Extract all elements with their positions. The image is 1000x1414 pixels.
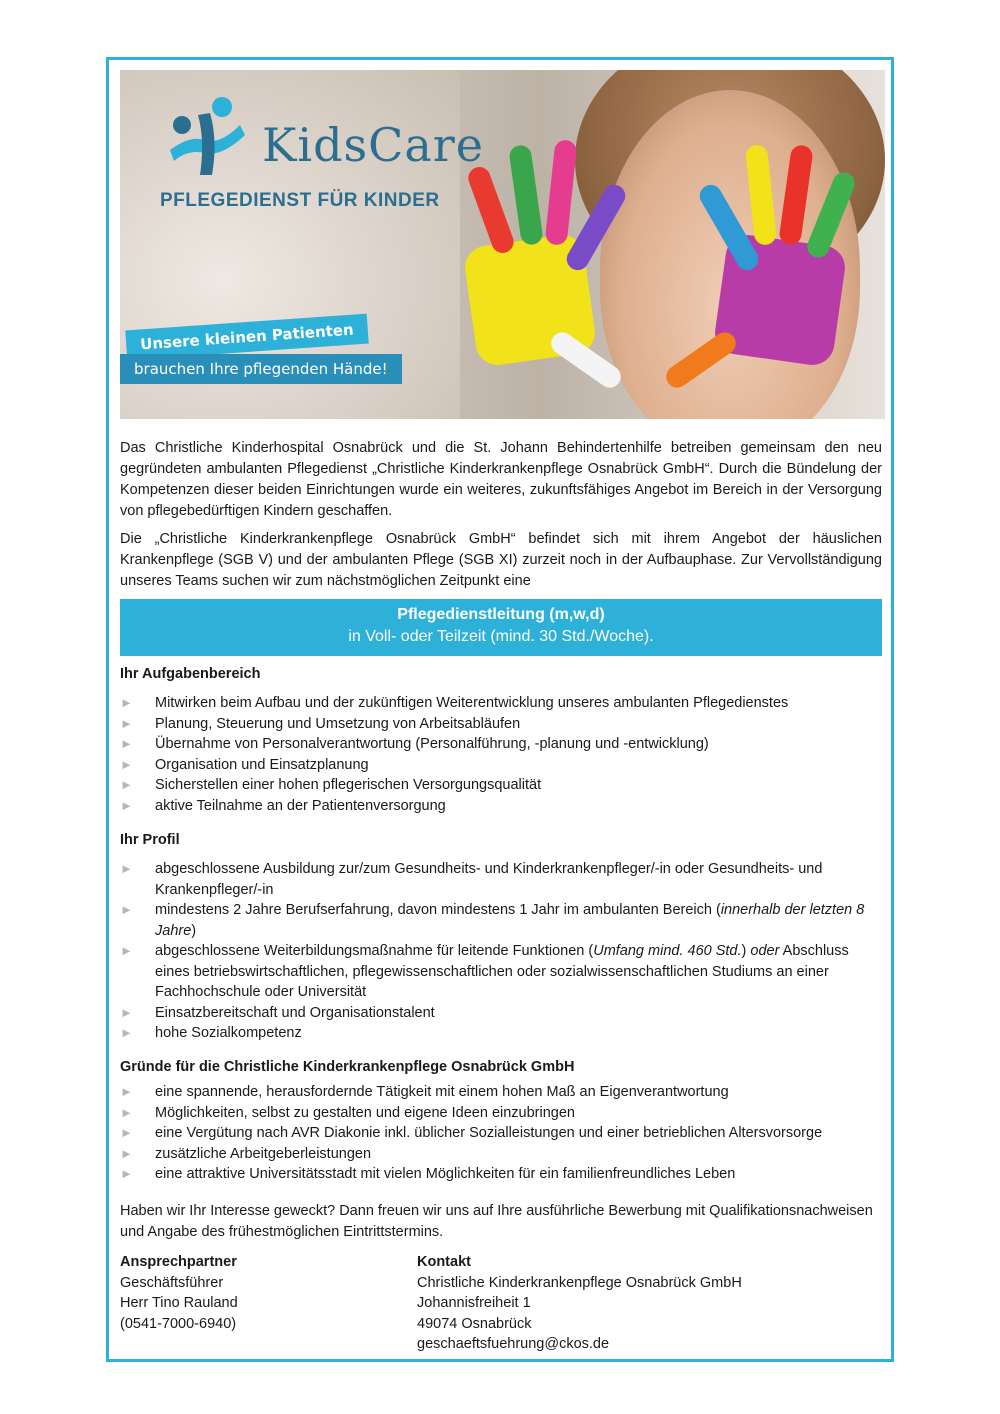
position-banner	[120, 599, 882, 656]
profile-heading: Ihr Profil	[120, 832, 180, 848]
list-item: ► eine Vergütung nach AVR Diakonie inkl. üblicher Sozialleistungen und einer betrieblichen Altersvorsorge	[120, 1125, 823, 1141]
contact-person-block	[120, 1252, 400, 1334]
profile-list	[120, 859, 882, 1044]
contact-street: Johannisfreiheit 1	[417, 1295, 531, 1311]
hero-tagline-1: Unsere kleinen Patienten	[125, 314, 368, 361]
tasks-list	[120, 693, 882, 816]
contact-email[interactable]: geschaeftsfuehrung@ckos.de	[417, 1336, 610, 1352]
contact-person-heading: Ansprechpartner	[120, 1254, 237, 1270]
list-item: ► Sicherstellen einer hohen pflegerischen Versorgungsqualität	[120, 777, 542, 793]
position-subtitle: in Voll- oder Teilzeit (mind. 30 Std./Woche).	[348, 628, 654, 645]
contact-heading: Kontakt	[417, 1254, 471, 1270]
contact-role: Geschäftsführer	[120, 1274, 224, 1291]
list-item: ► Planung, Steuerung und Umsetzung von Arbeitsabläufen	[120, 715, 521, 732]
list-item: ► abgeschlossene Ausbildung zur/zum Gesundheits- und Kinderkrankenpfleger/-in oder Gesundheits- und Krankenpfleger/-in	[120, 861, 823, 898]
list-item: ► zusätzliche Arbeitgeberleistungen	[120, 1145, 372, 1162]
position-title: Pflegedienstleitung (m,w,d)	[397, 606, 605, 623]
closing-paragraph: Haben wir Ihr Interesse geweckt? Dann freuen wir uns auf Ihre ausführliche Bewerbung mit Qualifikationsnachweisen und Angabe des frühestmöglichen Eintrittstermins.	[120, 1203, 873, 1240]
list-item: ► aktive Teilnahme an der Patientenversorgung	[120, 797, 446, 814]
list-item: ► eine attraktive Universitätsstadt mit vielen Möglichkeiten für ein familienfreundliches Leben	[120, 1166, 736, 1182]
kidscare-logo-icon	[160, 95, 250, 185]
list-item: ► hohe Sozialkompetenz	[120, 1025, 302, 1041]
list-item: ► Möglichkeiten, selbst zu gestalten und eigene Ideen einzubringen	[120, 1104, 575, 1121]
tasks-heading: Ihr Aufgabenbereich	[120, 666, 261, 682]
list-item: ► Mitwirken beim Aufbau und der zukünftigen Weiterentwicklung unseres ambulanten Pflegedienstes	[120, 695, 789, 711]
list-item: ► mindestens 2 Jahre Berufserfahrung, davon mindestens 1 Jahr im ambulanten Bereich (innerhalb der letzten 8 Jahre)	[120, 902, 865, 939]
intro-paragraph-1: Das Christliche Kinderhospital Osnabrück und die St. Johann Behindertenhilfe betreiben gemeinsam den neu gegründeten ambulanten Pflegedienst „Christliche Kinderkrankenpflege Osnabrück GmbH“. Durch die Bündelung der Kompetenzen dieser beiden Einrichtungen wurde ein weiteres, zukunftsfähiges Angebot im Bereich in der Versorgung von pflegebedürftigen Kindern geschaffen.	[120, 440, 882, 519]
intro-paragraph-2: Die „Christliche Kinderkrankenpflege Osnabrück GmbH“ befindet sich mit ihrem Angebot der häuslichen Krankenpflege (SGB V) und der ambulanten Pflege (SGB XI) zurzeit noch in der Aufbauphase. Zur Vervollständigung unseres Teams suchen wir zum nächstmöglichen Zeitpunkt eine	[120, 531, 882, 589]
list-item: ► Organisation und Einsatzplanung	[120, 756, 369, 773]
list-item: ► abgeschlossene Weiterbildungsmaßnahme für leitende Funktionen (Umfang mind. 460 Std.) oder Abschluss eines betriebswirtschaftlichen, pflegewissenschaftlichen oder sozialwissenschaftlichen Studiums an einer Fachhochschule oder Universität	[120, 943, 849, 1000]
list-item: ► Übernahme von Personalverantwortung (Personalführung, -planung und -entwicklung)	[120, 736, 709, 752]
hero-tagline-2: brauchen Ihre pflegenden Hände!	[120, 354, 402, 384]
reasons-heading: Gründe für die Christliche Kinderkrankenpflege Osnabrück GmbH	[120, 1059, 575, 1075]
contact-phone[interactable]: (0541-7000-6940)	[120, 1315, 237, 1332]
logo-subtitle: PFLEGEDIENST FÜR KINDER	[160, 190, 440, 211]
reasons-list	[120, 1082, 882, 1185]
list-item: ► eine spannende, herausfordernde Tätigkeit mit einem hohen Maß an Eigenverantwortung	[120, 1084, 729, 1100]
contact-block	[417, 1252, 877, 1355]
contact-company: Christliche Kinderkrankenpflege Osnabrück GmbH	[417, 1274, 742, 1291]
logo-name: KidsCare	[262, 118, 484, 172]
list-item: ► Einsatzbereitschaft und Organisationstalent	[120, 1004, 435, 1021]
contact-city: 49074 Osnabrück	[417, 1315, 532, 1332]
contact-name: Herr Tino Rauland	[120, 1295, 238, 1311]
